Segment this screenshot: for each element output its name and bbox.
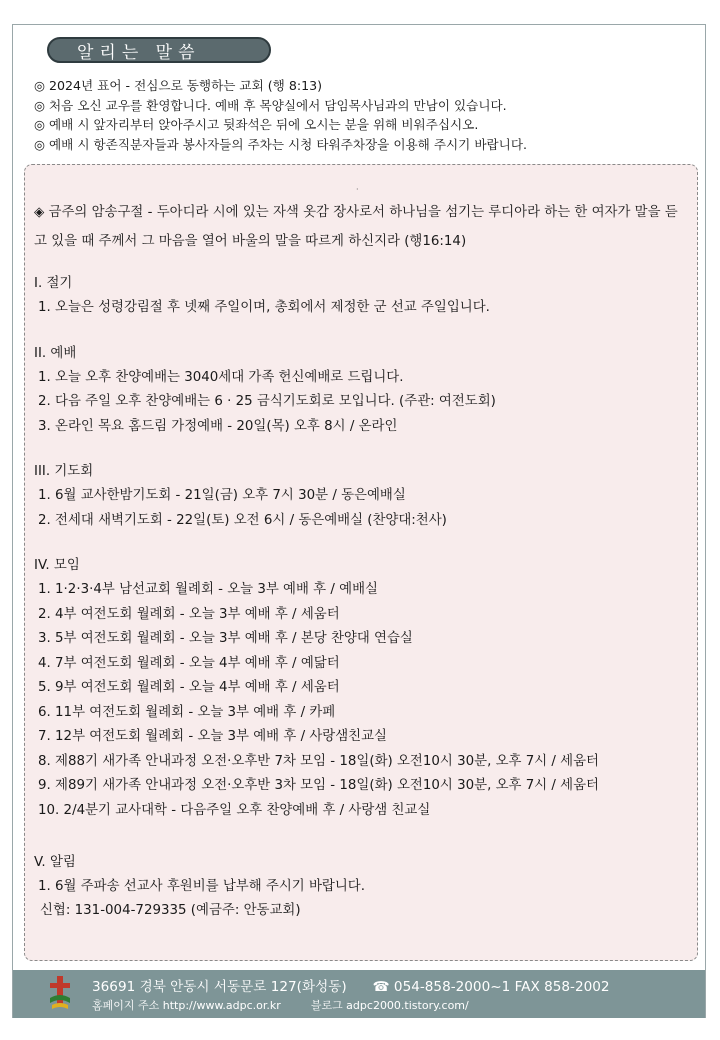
intro-line: ◎ 예배 시 항존직분자들과 봉사자들의 주차는 시청 타워주차장을 이용해 주시기 바랍니다.: [34, 136, 527, 152]
section-title-meetings: IV. 모임: [34, 558, 80, 573]
list-item: 1. 6월 주파송 선교사 후원비를 납부해 주시기 바랍니다.: [38, 879, 365, 894]
list-item: 9. 제89기 새가족 안내과정 오전·오후반 3차 모임 - 18일(화) 오전10시 30분, 오후 7시 / 세움터: [38, 778, 599, 793]
section-title-prayer: III. 기도회: [34, 464, 94, 479]
section-title-notice: V. 알림: [34, 855, 76, 870]
page-title: 알리는 말씀: [77, 42, 201, 63]
list-item: 1. 오늘 오후 찬양예배는 3040세대 가족 헌신예배로 드립니다.: [38, 369, 404, 385]
footer-blog: 블로그 adpc2000.tistory.com/: [310, 999, 469, 1012]
list-item: 6. 11부 여전도회 월례회 - 오늘 3부 예배 후 / 카페: [38, 704, 336, 720]
list-item: 8. 제88기 새가족 안내과정 오전·오후반 7차 모임 - 18일(화) 오전10시 30분, 오후 7시 / 세움터: [38, 753, 599, 769]
intro-line: ◎ 2024년 표어 - 전심으로 동행하는 교회 (행 8:13): [34, 78, 323, 93]
intro-line: ◎ 처음 오신 교우를 환영합니다. 예배 후 목양실에서 담임목사님과의 만남이 있습니다.: [34, 97, 507, 113]
list-item: 1. 6월 교사한밤기도회 - 21일(금) 오후 7시 30분 / 동은예배실: [38, 488, 406, 503]
bank-account: 신협: 131-004-729335 (예금주: 안동교회): [40, 902, 301, 918]
list-item: 4. 7부 여전도회 월례회 - 오늘 4부 예배 후 / 예닮터: [38, 655, 340, 671]
footer-address: 36691 경북 안동시 서동문로 127(화성동): [92, 979, 347, 995]
list-item: 10. 2/4분기 교사대학 - 다음주일 오후 찬양예배 후 / 사랑샘 친교실: [38, 802, 431, 818]
church-cross-logo-icon: [47, 974, 73, 1014]
page-title-banner: [47, 37, 271, 63]
list-item: 1. 오늘은 성령강림절 후 넷째 주일이며, 총회에서 제정한 군 선교 주일입니다.: [38, 300, 490, 315]
list-item: 5. 9부 여전도회 월례회 - 오늘 4부 예배 후 / 세움터: [38, 680, 340, 695]
intro-notices: [34, 76, 694, 154]
list-item: 3. 온라인 목요 홈드림 가정예배 - 20일(목) 오후 8시 / 온라인: [38, 418, 398, 434]
list-item: 7. 12부 여전도회 월례회 - 오늘 3부 예배 후 / 사랑샘친교실: [38, 729, 387, 744]
footer-address-line: [92, 975, 610, 995]
memory-verse: ◈ 금주의 암송구절 - 두아디라 시에 있는 자색 옷감 장사로서 하나님을 섬기는 루디아라 하는 한 여자가 말을 듣고 있을 때 주께서 그 마음을 열어 바울의 말을 따르게 하신지라 (행16:14): [34, 205, 678, 249]
list-item: 2. 4부 여전도회 월례회 - 오늘 3부 예배 후 / 세움터: [38, 606, 340, 622]
section-title-worship: II. 예배: [34, 345, 77, 361]
list-item: 1. 1·2·3·4부 남선교회 월례회 - 오늘 3부 예배 후 / 예배실: [38, 582, 378, 597]
decorative-dot: ·: [356, 185, 359, 194]
footer-web-line: [92, 997, 469, 1013]
list-item: 3. 5부 여전도회 월례회 - 오늘 3부 예배 후 / 본당 찬양대 연습실: [38, 631, 413, 646]
list-item: 2. 전세대 새벽기도회 - 22일(토) 오전 6시 / 동은예배실 (찬양대:천사): [38, 512, 447, 528]
footer-phone: ☎ 054-858-2000~1 FAX 858-2002: [372, 979, 610, 995]
footer-homepage: 홈페이지 주소 http://www.adpc.or.kr: [92, 999, 281, 1012]
section-title-season: I. 절기: [34, 276, 73, 291]
list-item: 2. 다음 주일 오후 찬양예배는 6 · 25 금식기도회로 모입니다. (주관: 여전도회): [38, 394, 496, 409]
announcement-sections: [34, 272, 694, 922]
intro-line: ◎ 예배 시 앞자리부터 앉아주시고 뒷좌석은 뒤에 오시는 분을 위해 비워주십시오.: [34, 117, 479, 132]
